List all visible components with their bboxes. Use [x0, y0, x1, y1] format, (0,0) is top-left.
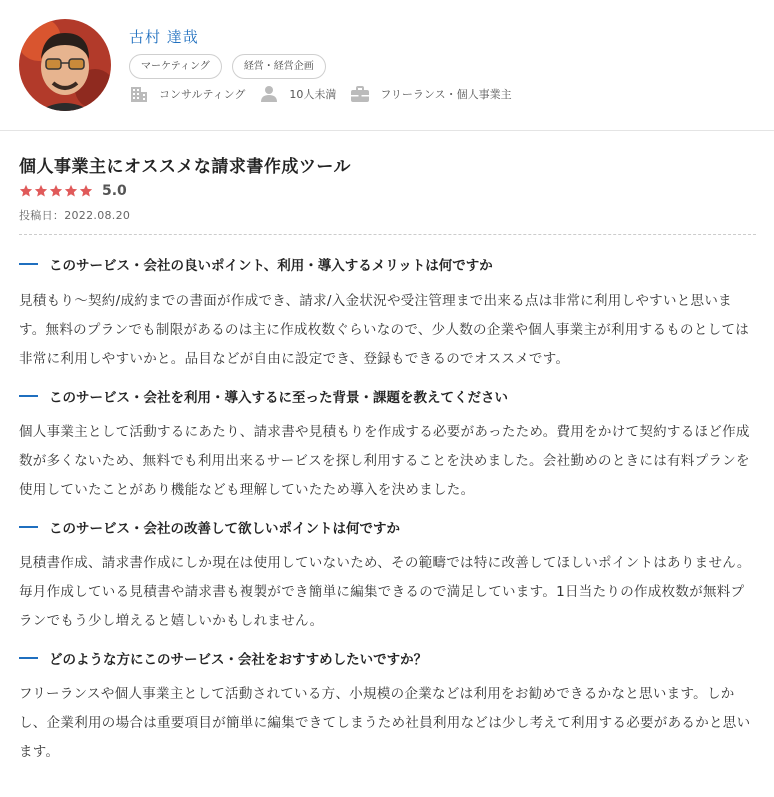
question-heading — [19, 517, 756, 537]
question-heading — [19, 648, 756, 668]
tag-management[interactable]: 経営・経営企画 — [232, 54, 326, 79]
rating — [19, 183, 756, 199]
question-text: どのような方にこのサービス・会社をおすすめしたいですか？ — [49, 652, 428, 668]
star-icon — [34, 184, 48, 198]
heading-dash — [19, 263, 38, 265]
rating-score: 5.0 — [102, 183, 127, 199]
employment-text: フリーランス・個人事業主 — [380, 88, 512, 101]
answer-text: 見積書作成、請求書作成にしか現在は使用していないため、その範疇では特に改善してほしいポイントはありません。毎月作成している見積書や請求書も複製ができ簡単に編集できるので満足しています。1日当たりの作成枚数が無料プランでもう少し増えると嬉しいかもしれません。 — [19, 555, 751, 629]
review-card — [19, 152, 756, 767]
reviewer-name[interactable]: 古村 達哉 — [129, 28, 199, 46]
industry-text: コンサルティング — [159, 88, 246, 101]
briefcase-icon — [350, 84, 370, 104]
heading-dash — [19, 657, 38, 659]
avatar[interactable] — [19, 19, 111, 111]
star-icon — [64, 184, 78, 198]
heading-dash — [19, 395, 38, 397]
star-icon — [49, 184, 63, 198]
person-icon — [259, 84, 279, 104]
review-title: 個人事業主にオススメな請求書作成ツール — [19, 157, 351, 177]
reviewer-profile — [0, 0, 774, 131]
question-text: このサービス・会社の改善して欲しいポイントは何ですか — [49, 521, 400, 537]
star-icon — [79, 184, 93, 198]
question-text: このサービス・会社を利用・導入するに至った背景・課題を教えてください — [49, 390, 508, 406]
heading-dash — [19, 526, 38, 528]
question-text: このサービス・会社の良いポイント、利用・導入するメリットは何ですか — [49, 258, 493, 274]
answer-text: 見積もり～契約/成約までの書面が作成でき、請求/入金状況や受注管理まで出来る点は非常に利用しやすいと思います。無料のプランでも制限があるのは主に作成枚数ぐらいなので、少人数の企業や個人事業主が利用するものとしては非常に利用しやすいかと。品目などが自由に設定でき、登録もできるのでオススメです。 — [19, 293, 750, 367]
question-heading — [19, 254, 756, 274]
posted-date: 投稿日：2022.08.20 — [19, 209, 131, 222]
answer-text: 個人事業主として活動するにあたり、請求書や見積もりを作成する必要があったため。費用をかけて契約するほど作成数が多くないため、無料でも利用出来るサービスを探し利用することを決めました。会社勤めのときには有料プランを使用していたことがあり機能なども理解していたため導入を決めました。 — [19, 424, 750, 498]
reviewer-meta — [129, 84, 526, 104]
building-icon — [129, 84, 149, 104]
star-rating — [19, 184, 93, 198]
question-heading — [19, 386, 756, 406]
reviewer-tags — [129, 54, 326, 79]
tag-marketing[interactable]: マーケティング — [129, 54, 222, 79]
answer-text: フリーランスや個人事業主として活動されている方、小規模の企業などは利用をお勧めできるかなと思います。しかし、企業利用の場合は重要項目が簡単に編集できてしまうため社員利用などは少し考えて利用する必要があるかと思います。 — [19, 686, 751, 760]
star-icon — [19, 184, 33, 198]
divider — [19, 234, 756, 235]
company-size-text: 10人未満 — [289, 88, 337, 101]
